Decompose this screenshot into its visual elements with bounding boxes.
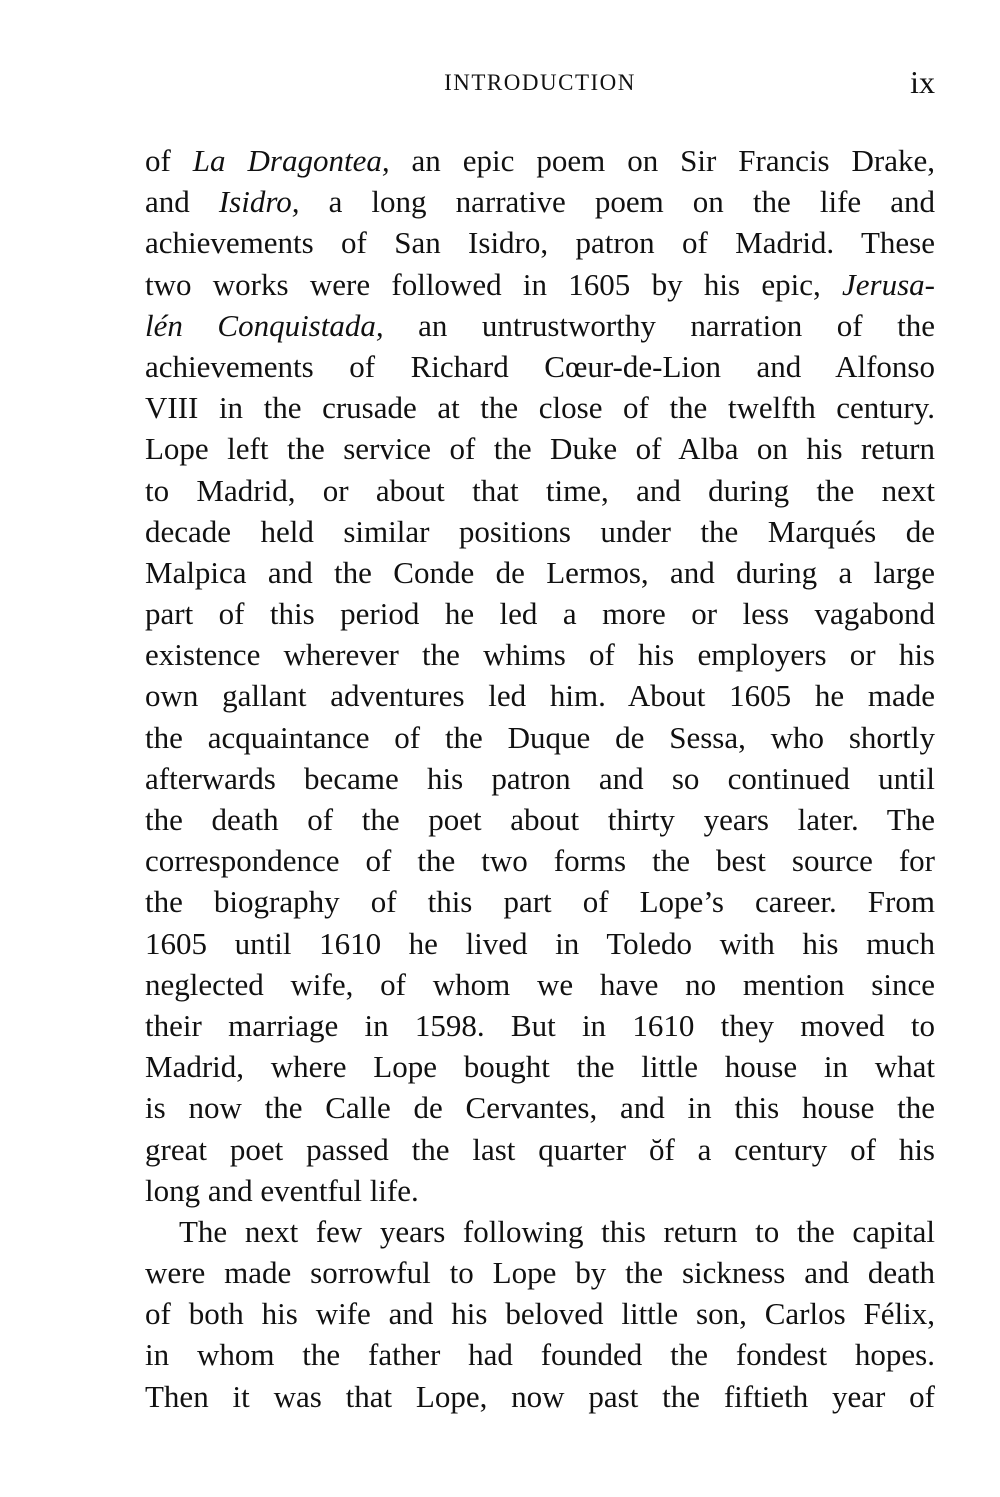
text-line: were made sorrowful to Lope by the sickness and death — [145, 1255, 935, 1291]
text-line: the death of the poet about thirty years later. The — [145, 802, 935, 837]
body-text — [145, 140, 935, 1417]
text-line: Lope left the service of the Duke of Alba on his return — [145, 431, 935, 467]
text-line: long and eventful life. — [145, 1172, 419, 1208]
text-line: the biography of this part of Lope’s career. From — [145, 884, 935, 920]
running-title: INTRODUCTION — [444, 70, 636, 95]
text-line: existence wherever the whims of his employers or his — [145, 637, 935, 673]
text-line: VIII in the crusade at the close of the twelfth century. — [145, 390, 935, 426]
page-number: ix — [910, 64, 935, 100]
text-line: Malpica and the Conde de Lermos, and during a large — [145, 554, 935, 590]
text-line: Madrid, where Lope bought the little house in what — [145, 1049, 935, 1085]
text-line: 1605 until 1610 he lived in Toledo with his much — [145, 925, 935, 961]
text-line: achievements of Richard Cœur-de-Lion and Alfonso — [145, 348, 935, 384]
text-line: decade held similar positions under the Marqués de — [145, 513, 935, 549]
text-line: afterwards became his patron and so continued until — [145, 760, 935, 796]
text-line: is now the Calle de Cervantes, and in this house the — [145, 1090, 935, 1126]
text-line: to Madrid, or about that time, and during the next — [145, 472, 935, 508]
text-line: and Isidro, a long narrative poem on the life and — [145, 184, 935, 220]
text-line: in whom the father had founded the fondest hopes. — [145, 1337, 935, 1373]
running-head — [145, 64, 935, 104]
text-line: of La Dragontea, an epic poem on Sir Francis Drake, — [145, 143, 935, 178]
text-line: the acquaintance of the Duque de Sessa, who shortly — [145, 719, 935, 755]
text-line: The next few years following this return to the capital — [179, 1213, 935, 1249]
text-line: of both his wife and his beloved little son, Carlos Félix, — [145, 1296, 935, 1332]
text-line: own gallant adventures led him. About 1605 he made — [145, 678, 935, 714]
text-line: achievements of San Isidro, patron of Madrid. These — [145, 225, 935, 261]
text-line: part of this period he led a more or less vagabond — [145, 596, 935, 632]
text-line: correspondence of the two forms the best source for — [145, 843, 935, 879]
text-line: great poet passed the last quarter ŏf a century of his — [145, 1131, 935, 1167]
text-line: their marriage in 1598. But in 1610 they moved to — [145, 1007, 935, 1043]
text-line: Then it was that Lope, now past the fiftieth year of — [145, 1378, 935, 1414]
text-line: lén Conquistada, an untrustworthy narration of the — [145, 307, 935, 343]
text-line: neglected wife, of whom we have no mention since — [145, 966, 935, 1002]
text-line: two works were followed in 1605 by his epic, Jerusa- — [145, 266, 935, 302]
